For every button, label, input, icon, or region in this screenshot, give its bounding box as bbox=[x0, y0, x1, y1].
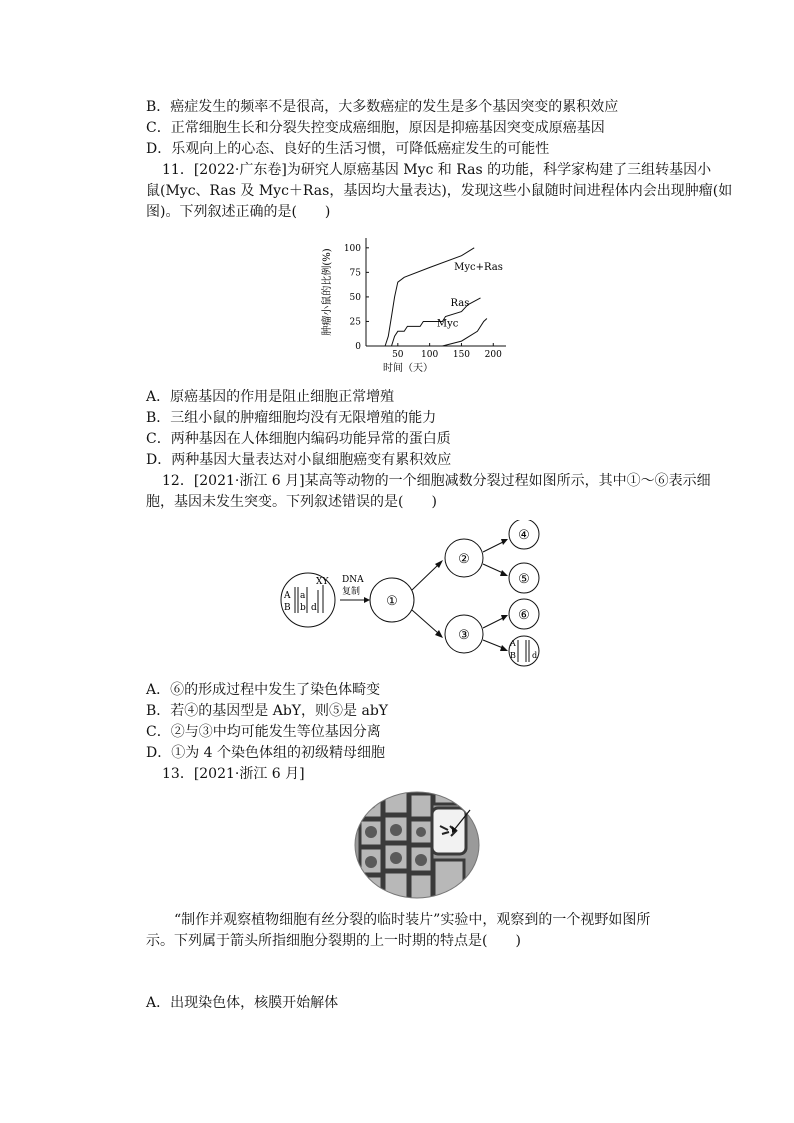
q11-stem-2: 鼠(Myc、Ras 及 Myc＋Ras，基因均大量表达)，发现这些小鼠随时间进程体内会出现肿瘤(如 bbox=[146, 183, 733, 199]
y-axis-label: 肿瘤小鼠的比例(%) bbox=[322, 248, 333, 336]
cell-4-label: ④ bbox=[518, 528, 530, 543]
q11-option-c: C．两种基因在人体细胞内编码功能异常的蛋白质 bbox=[146, 431, 451, 447]
q12-option-c: C．②与③中均可能发生等位基因分离 bbox=[146, 724, 381, 740]
cell-2-label: ② bbox=[458, 552, 470, 567]
series-label: Myc+Ras bbox=[454, 261, 503, 273]
q11-stem-1: 11．[2022·广东卷]为研究人原癌基因 Myc 和 Ras 的功能，科学家构建了三组转基因小 bbox=[162, 162, 712, 178]
label-xy: XY bbox=[316, 577, 329, 587]
tumor-chart bbox=[318, 232, 518, 380]
option-d-prev: D．乐观向上的心态、良好的生活习惯，可降低癌症发生的可能性 bbox=[146, 141, 550, 157]
dividing-cell bbox=[432, 808, 466, 854]
plant-cell bbox=[360, 792, 382, 818]
y-tick-label: 100 bbox=[343, 243, 361, 254]
q12-stem-1: 12．[2021·浙江 6 月]某高等动物的一个细胞减数分裂过程如图所示，其中①～⑥表示细 bbox=[162, 473, 711, 489]
y-tick-label: 0 bbox=[355, 342, 361, 352]
y-tick-label: 75 bbox=[349, 268, 361, 279]
label-dna: DNA bbox=[342, 575, 364, 585]
label-copy: 复制 bbox=[342, 587, 361, 597]
arrow bbox=[412, 610, 438, 633]
gene-B: B bbox=[510, 651, 516, 660]
q13-option-a: A．出现染色体，核膜开始解体 bbox=[146, 995, 339, 1011]
microscope-view bbox=[352, 790, 482, 900]
arrow bbox=[483, 640, 503, 648]
plant-cell bbox=[434, 790, 464, 804]
q12-option-d: D．①为 4 个染色体组的初级精母细胞 bbox=[146, 745, 386, 761]
gene-b: b bbox=[300, 603, 306, 613]
q12-option-b: B．若④的基因型是 AbY，则⑤是 abY bbox=[146, 703, 389, 719]
cell-1-label: ① bbox=[386, 594, 398, 609]
gene-d: d bbox=[532, 651, 538, 660]
series-label: Myc bbox=[436, 318, 459, 330]
plant-cell bbox=[360, 876, 382, 900]
y-tick-label: 25 bbox=[349, 317, 361, 328]
q13-paragraph: “制作并观察植物细胞有丝分裂的临时装片”实验中，观察到的一个视野如图所示。下列属于箭头所指细胞分裂期的上一时期的特点是( ) bbox=[146, 912, 651, 949]
nucleus bbox=[390, 824, 402, 836]
nucleus bbox=[416, 827, 426, 837]
series-label: Ras bbox=[450, 297, 470, 309]
arrow bbox=[412, 565, 438, 590]
arrow-head bbox=[501, 615, 508, 621]
plant-cell bbox=[384, 872, 408, 900]
plant-cell bbox=[410, 794, 432, 818]
nucleus bbox=[390, 852, 402, 864]
gene-a: a bbox=[300, 591, 306, 601]
nucleus bbox=[366, 799, 376, 809]
q11-option-a: A．原癌基因的作用是阻止细胞正常增殖 bbox=[146, 389, 395, 405]
gene-B: B bbox=[284, 603, 291, 613]
cell-6-label: ⑥ bbox=[518, 608, 530, 623]
cell-5-label: ⑤ bbox=[518, 572, 530, 587]
y-tick-label: 50 bbox=[349, 292, 361, 303]
meiosis-diagram bbox=[278, 520, 548, 675]
arrow bbox=[483, 564, 503, 573]
plant-cell bbox=[434, 860, 464, 900]
q12-option-a: A．⑥的形成过程中发生了染色体畸变 bbox=[146, 682, 381, 698]
nucleus bbox=[365, 826, 377, 838]
arrow bbox=[483, 618, 503, 628]
plant-cell bbox=[410, 874, 432, 900]
nucleus bbox=[415, 854, 427, 866]
x-tick-label: 50 bbox=[392, 350, 404, 360]
x-tick-label: 200 bbox=[484, 350, 502, 360]
gene-A: A bbox=[284, 591, 291, 601]
q11-option-b: B．三组小鼠的肿瘤细胞均没有无限增殖的能力 bbox=[146, 410, 437, 426]
x-axis-label: 时间（天） bbox=[383, 363, 433, 374]
arrow-head bbox=[364, 597, 370, 603]
x-tick-label: 100 bbox=[421, 350, 439, 360]
x-tick-label: 150 bbox=[452, 350, 471, 360]
plant-cell bbox=[384, 790, 408, 814]
q12-stem-2: 胞，基因未发生突变。下列叙述错误的是( ) bbox=[146, 494, 437, 510]
option-c-prev: C．正常细胞生长和分裂失控变成癌细胞，原因是抑癌基因突变成原癌基因 bbox=[146, 120, 605, 136]
gene-d: d bbox=[311, 603, 317, 613]
arrow-head bbox=[500, 645, 508, 651]
q13-stem: 13．[2021·浙江 6 月] bbox=[162, 766, 305, 782]
nucleus bbox=[365, 856, 377, 868]
arrow bbox=[483, 542, 503, 552]
q11-stem-3: 图)。下列叙述正确的是( ) bbox=[146, 204, 331, 220]
arrow-head bbox=[500, 570, 508, 576]
q11-option-d: D．两种基因大量表达对小鼠细胞癌变有累积效应 bbox=[146, 452, 452, 468]
gene-A: A bbox=[510, 639, 516, 648]
arrow-head bbox=[501, 539, 508, 545]
cell-3-label: ③ bbox=[458, 628, 470, 643]
option-b-prev: B．癌症发生的频率不是很高，大多数癌症的发生是多个基因突变的累积效应 bbox=[146, 99, 619, 115]
